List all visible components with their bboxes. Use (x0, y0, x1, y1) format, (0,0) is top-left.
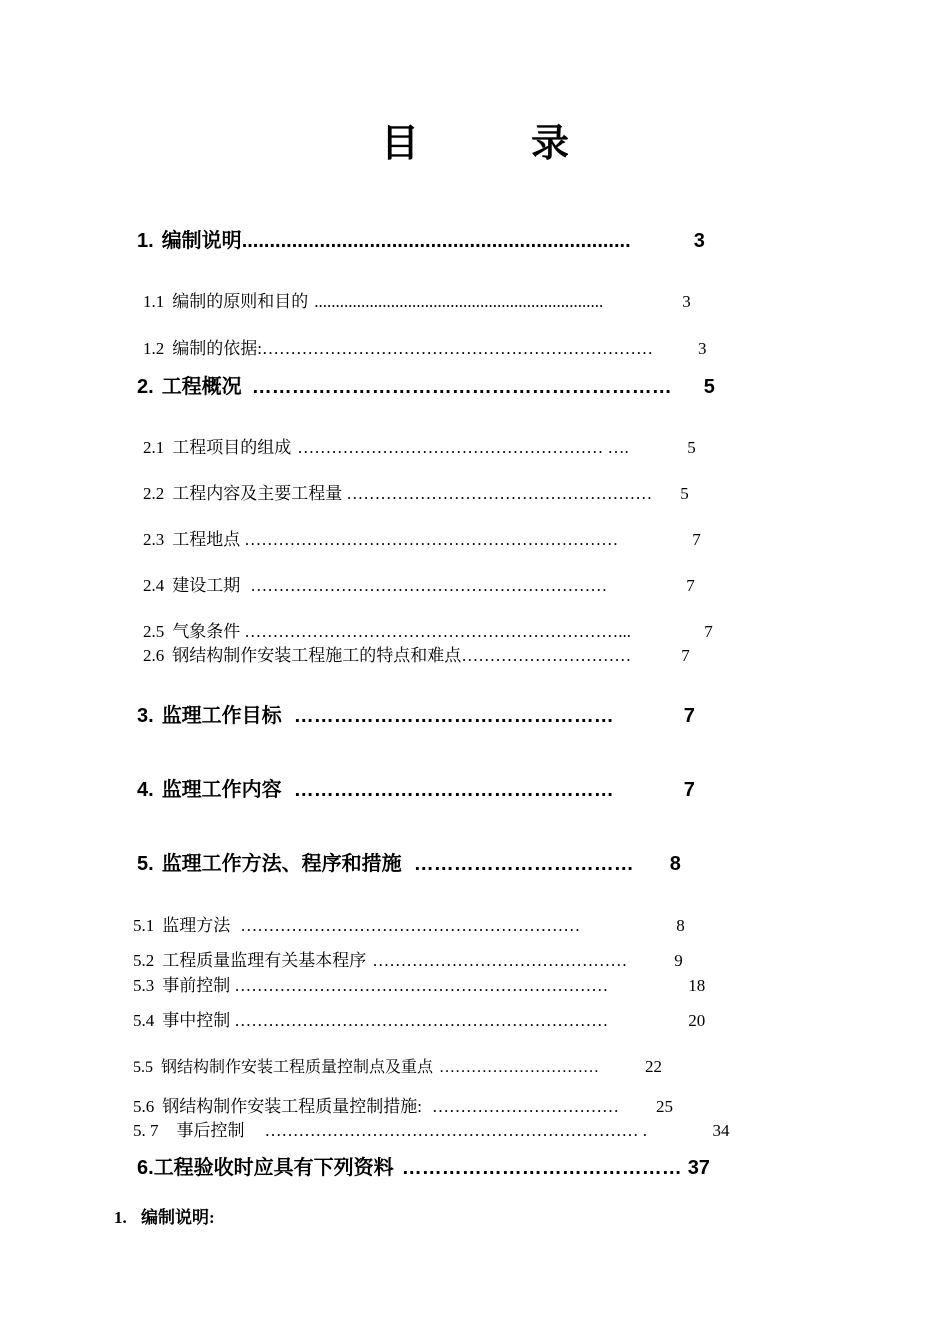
toc-entry-number: 5.4 (133, 1011, 155, 1030)
toc-entry[interactable] (137, 224, 705, 253)
toc-entry-title: 事前控制 (162, 976, 231, 995)
toc-page-number: 5 (680, 484, 689, 503)
toc-entry-title: 事后控制 (176, 1121, 245, 1140)
toc-entry-number: 2.5 (143, 622, 165, 641)
toc-entry-number: 3. (137, 705, 154, 727)
toc-entry[interactable] (143, 334, 706, 359)
toc-entry-title: 钢结构制作安装工程施工的特点和难点 (172, 646, 462, 665)
toc-page-number: 22 (645, 1057, 663, 1076)
toc-entry[interactable] (143, 287, 691, 312)
toc-entry-title: 编制的依据: (172, 339, 262, 358)
section-heading-text: 编制说明: (141, 1208, 215, 1227)
toc-entry[interactable] (133, 1006, 705, 1031)
toc-entry[interactable] (137, 699, 695, 728)
title-char-1: 目 (380, 120, 419, 165)
toc-leader-dots: …………………………………………………… (240, 916, 581, 935)
toc-entry-number: 2.2 (143, 484, 165, 503)
toc-page-number: 7 (683, 779, 695, 801)
toc-entry-title: 编制说明 (161, 230, 242, 252)
toc-entry[interactable] (133, 911, 685, 936)
toc-entry-title: 监理工作目标 (161, 705, 282, 727)
toc-page-number: 3 (697, 339, 707, 358)
toc-leader-dots: ……………………………………………………… (251, 376, 672, 398)
toc-entry-title: 事中控制 (162, 1011, 231, 1030)
toc-page-number: 9 (674, 951, 683, 970)
section-heading-number: 1. (114, 1208, 127, 1227)
toc-entry-number: 5. 7 (133, 1121, 159, 1140)
toc-entry-number: 5.6 (133, 1097, 155, 1116)
toc-page-number: 34 (712, 1121, 730, 1140)
toc-entry-title: 工程项目的组成 (172, 438, 292, 457)
toc-entry-title: 工程质量监理有关基本程序 (162, 951, 367, 970)
toc-leader-dots: ……………………………………… (372, 951, 628, 970)
toc-leader-dots: ……………………………………………… …. (297, 438, 629, 457)
toc-entry-title: 编制的原则和目的 (172, 292, 309, 311)
toc-entry[interactable] (143, 525, 701, 550)
toc-entry-number: 2.3 (143, 530, 165, 549)
toc-page-number: 37 (687, 1157, 710, 1179)
toc-page-number: 8 (676, 916, 685, 935)
toc-page-number: 25 (655, 1097, 673, 1116)
toc-entry-title: 监理工作方法、程序和措施 (161, 853, 402, 875)
toc-entry[interactable] (143, 641, 690, 666)
toc-entry-number: 2.1 (143, 438, 165, 457)
toc-entry-number: 1.1 (143, 292, 165, 311)
toc-entry-number: 5.5 (133, 1059, 153, 1076)
toc-entry-number: 5.2 (133, 951, 155, 970)
toc-page-number: 7 (704, 622, 713, 641)
toc-leader-dots: ……………………………………………………… (250, 576, 608, 595)
section-heading (114, 1203, 215, 1228)
toc-entry[interactable] (143, 571, 695, 596)
toc-leader-dots: ………………………… (439, 1059, 600, 1076)
toc-leader-dots: ...................................................................... (241, 230, 631, 252)
toc-leader-dots: ………………………………………… (293, 779, 614, 801)
toc-leader-dots: ………………………………………………………… (234, 976, 609, 995)
toc-entry-title: 钢结构制作安装工程质量控制措施: (162, 1097, 422, 1116)
toc-leader-dots: ………………………………………………………… (234, 1011, 609, 1030)
toc-entry[interactable] (143, 479, 689, 504)
toc-page-number: 3 (693, 230, 705, 252)
toc-entry-number: 6. (137, 1157, 154, 1179)
toc-page-number: 3 (682, 292, 691, 311)
page-title (0, 112, 950, 167)
toc-page-number: 7 (683, 705, 695, 727)
toc-entry[interactable] (137, 1151, 710, 1180)
toc-leader-dots: .................................................................... (314, 292, 604, 311)
toc-leader-dots: …………………………………… (401, 1157, 682, 1179)
toc-entry-number: 1.2 (143, 339, 165, 358)
toc-entry-title: 工程验收时应具有下列资料 (153, 1157, 394, 1179)
toc-entry[interactable] (137, 370, 715, 399)
toc-leader-dots: ………………………… (461, 646, 632, 665)
toc-page-number: 7 (681, 646, 690, 665)
toc-entry[interactable] (137, 773, 695, 802)
toc-entry-number: 2.4 (143, 576, 165, 595)
toc-page-number: 8 (669, 853, 681, 875)
toc-entry-number: 2. (137, 376, 154, 398)
toc-leader-dots: …………………………… (413, 853, 634, 875)
toc-leader-dots: …………………………………………………………... (244, 622, 631, 641)
toc-entry-title: 气象条件 (172, 622, 241, 641)
toc-entry-title: 建设工期 (172, 576, 241, 595)
toc-entry-number: 2.6 (143, 646, 165, 665)
toc-page-number: 20 (688, 1011, 706, 1030)
toc-entry[interactable] (133, 1116, 730, 1141)
toc-page-number: 5 (703, 376, 715, 398)
toc-entry[interactable] (143, 433, 696, 458)
toc-entry-title: 监理工作内容 (161, 779, 282, 801)
toc-page-number: 18 (688, 976, 706, 995)
toc-leader-dots: ……………………………………………… (346, 484, 653, 503)
toc-entry-title: 监理方法 (162, 916, 231, 935)
toc-entry-number: 5.1 (133, 916, 155, 935)
toc-entry-title: 工程概况 (161, 376, 242, 398)
toc-leader-dots: …………………………………………………………… (261, 339, 653, 358)
toc-entry[interactable] (133, 1092, 673, 1117)
toc-page-number: 5 (687, 438, 696, 457)
toc-entry[interactable] (143, 617, 713, 642)
toc-leader-dots: …………………………… (431, 1097, 619, 1116)
toc-entry-number: 1. (137, 230, 154, 252)
toc-entry[interactable] (133, 1054, 662, 1077)
toc-entry-number: 5. (137, 853, 154, 875)
toc-entry[interactable] (137, 847, 681, 876)
toc-leader-dots: ………………………………………………………… . (264, 1121, 647, 1140)
toc-entry-title: 工程内容及主要工程量 (172, 484, 343, 503)
toc-entry-number: 4. (137, 779, 154, 801)
toc-entry[interactable] (133, 971, 705, 996)
toc-leader-dots: ………………………………………………………… (244, 530, 619, 549)
toc-entry-title: 钢结构制作安装工程质量控制点及重点 (161, 1059, 434, 1076)
toc-leader-dots: ………………………………………… (293, 705, 614, 727)
toc-entry-number: 5.3 (133, 976, 155, 995)
toc-page-number: 7 (686, 576, 695, 595)
title-char-2: 录 (531, 120, 570, 165)
toc-entry[interactable] (133, 946, 683, 971)
toc-entry-title: 工程地点 (172, 530, 241, 549)
toc-page-number: 7 (692, 530, 701, 549)
